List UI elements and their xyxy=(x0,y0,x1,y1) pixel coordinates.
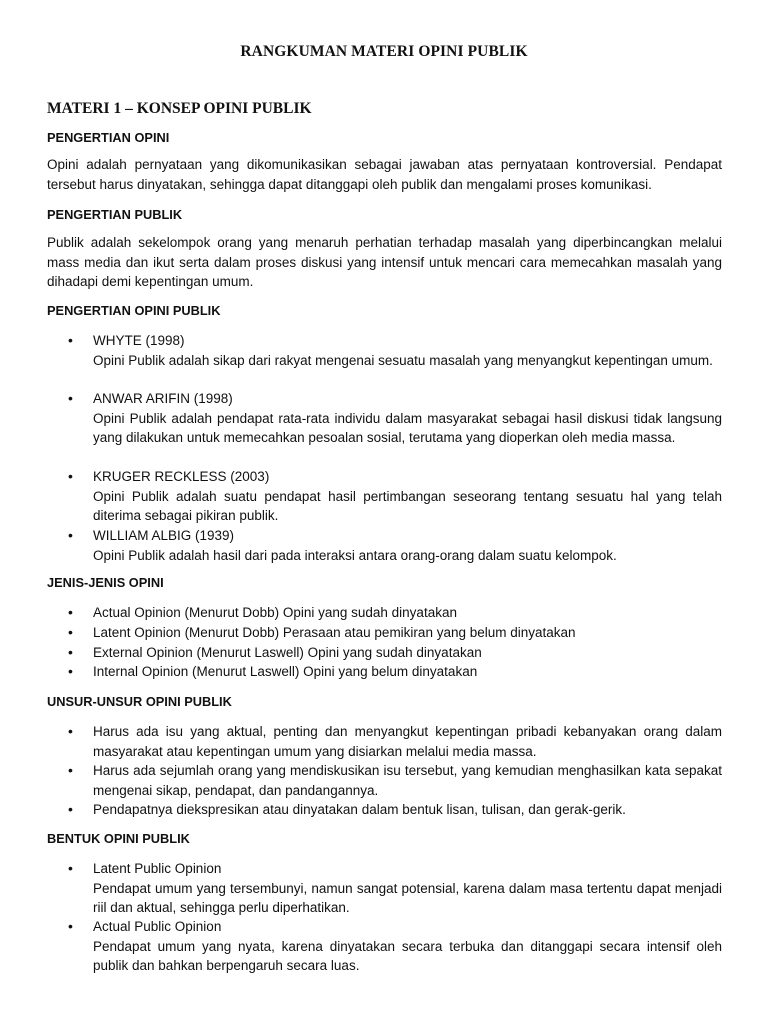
list-item xyxy=(93,467,722,526)
bullet-icon: • xyxy=(68,723,73,739)
list-item: Harus ada isu yang aktual, penting dan menyangkut kepentingan pribadi kebanyakan orang dalam masyarakat atau kepentingan umum yang disiarkan melalui media massa. xyxy=(93,724,722,759)
list-item xyxy=(93,917,722,976)
bullet-icon: • xyxy=(68,644,73,660)
list-item: Actual Opinion (Menurut Dobb) Opini yang sudah dinyatakan xyxy=(93,605,457,620)
item-text: Pendapat umum yang nyata, karena dinyatakan secara terbuka dan ditanggapi secara intensif oleh publik dan bahkan berpengaruh secara luas. xyxy=(93,938,722,973)
list-item: Pendapatnya diekspresikan atau dinyatakan dalam bentuk lisan, tulisan, dan gerak-gerik. xyxy=(93,802,626,817)
item-text: Opini Publik adalah hasil dari pada interaksi antara orang-orang dalam suatu kelompok. xyxy=(93,547,617,563)
bullet-icon: • xyxy=(68,527,73,543)
section-heading-pengertian-opini: PENGERTIAN OPINI xyxy=(47,130,170,145)
section-heading-unsur-opini: UNSUR-UNSUR OPINI PUBLIK xyxy=(47,694,232,709)
list-item xyxy=(93,859,722,918)
bullet-icon: • xyxy=(68,332,73,348)
section-heading-jenis-opini: JENIS-JENIS OPINI xyxy=(47,575,164,590)
item-text: Pendapat umum yang tersembunyi, namun sangat potensial, karena dalam masa tertentu dapat menjadi riil dan aktual, sehingga perlu diperhatikan. xyxy=(93,880,722,915)
section-heading-bentuk-opini: BENTUK OPINI PUBLIK xyxy=(47,831,190,846)
bullet-icon: • xyxy=(68,604,73,620)
item-text: Opini Publik adalah suatu pendapat hasil pertimbangan seseorang tentang sesuatu hal yang telah diterima sebagai pikiran publik. xyxy=(93,488,722,523)
item-name: Actual Public Opinion xyxy=(93,919,222,934)
item-text: Opini Publik adalah sikap dari rakyat mengenai sesuatu masalah yang menyangkut kepentingan umum. xyxy=(93,352,713,368)
materi-heading: MATERI 1 – KONSEP OPINI PUBLIK xyxy=(47,100,312,117)
paragraph-pengertian-publik: Publik adalah sekelompok orang yang menaruh perhatian terhadap masalah yang diperbincangkan melalui mass media dan ikut serta dalam proses diskusi yang intensif untuk mencari cara memecahkan masalah yang dihadapi demi kepentingan umum. xyxy=(47,235,722,289)
document-title: RANGKUMAN MATERI OPINI PUBLIK xyxy=(240,43,528,60)
section-heading-pengertian-opini-publik: PENGERTIAN OPINI PUBLIK xyxy=(47,303,221,318)
bullet-icon: • xyxy=(68,918,73,934)
section-heading-pengertian-publik: PENGERTIAN PUBLIK xyxy=(47,207,183,222)
item-name: Latent Public Opinion xyxy=(93,861,222,876)
list-item: Harus ada sejumlah orang yang mendiskusikan isu tersebut, yang kemudian menghasilkan kata sepakat mengenai sikap, pendapat, dan pandangannya. xyxy=(93,763,722,798)
bullet-icon: • xyxy=(68,624,73,640)
bullet-icon: • xyxy=(68,801,73,817)
list-item: External Opinion (Menurut Laswell) Opini yang sudah dinyatakan xyxy=(93,645,482,660)
bullet-icon: • xyxy=(68,663,73,679)
list-item xyxy=(93,526,722,565)
item-text: Opini Publik adalah pendapat rata-rata individu dalam masyarakat sebagai hasil diskusi tidak langsung yang dilakukan untuk memecahkan pesoalan sosial, terutama yang dioperkan oleh media massa. xyxy=(93,410,722,445)
bullet-icon: • xyxy=(68,860,73,876)
bullet-icon: • xyxy=(68,762,73,778)
bullet-icon: • xyxy=(68,390,73,406)
list-item: Internal Opinion (Menurut Laswell) Opini yang belum dinyatakan xyxy=(93,664,478,679)
item-name: WILLIAM ALBIG (1939) xyxy=(93,528,235,543)
item-name: KRUGER RECKLESS (2003) xyxy=(93,469,270,484)
paragraph-pengertian-opini: Opini adalah pernyataan yang dikomunikasikan sebagai jawaban atas pernyataan kontroversial. Pendapat tersebut harus dinyatakan, sehingga dapat ditanggapi oleh publik dan mengalami proses komunikasi. xyxy=(47,157,722,192)
bullet-icon: • xyxy=(68,468,73,484)
item-name: WHYTE (1998) xyxy=(93,333,185,348)
item-name: ANWAR ARIFIN (1998) xyxy=(93,391,233,406)
list-item xyxy=(93,389,722,448)
list-item xyxy=(93,331,722,370)
list-item: Latent Opinion (Menurut Dobb) Perasaan atau pemikiran yang belum dinyatakan xyxy=(93,625,576,640)
